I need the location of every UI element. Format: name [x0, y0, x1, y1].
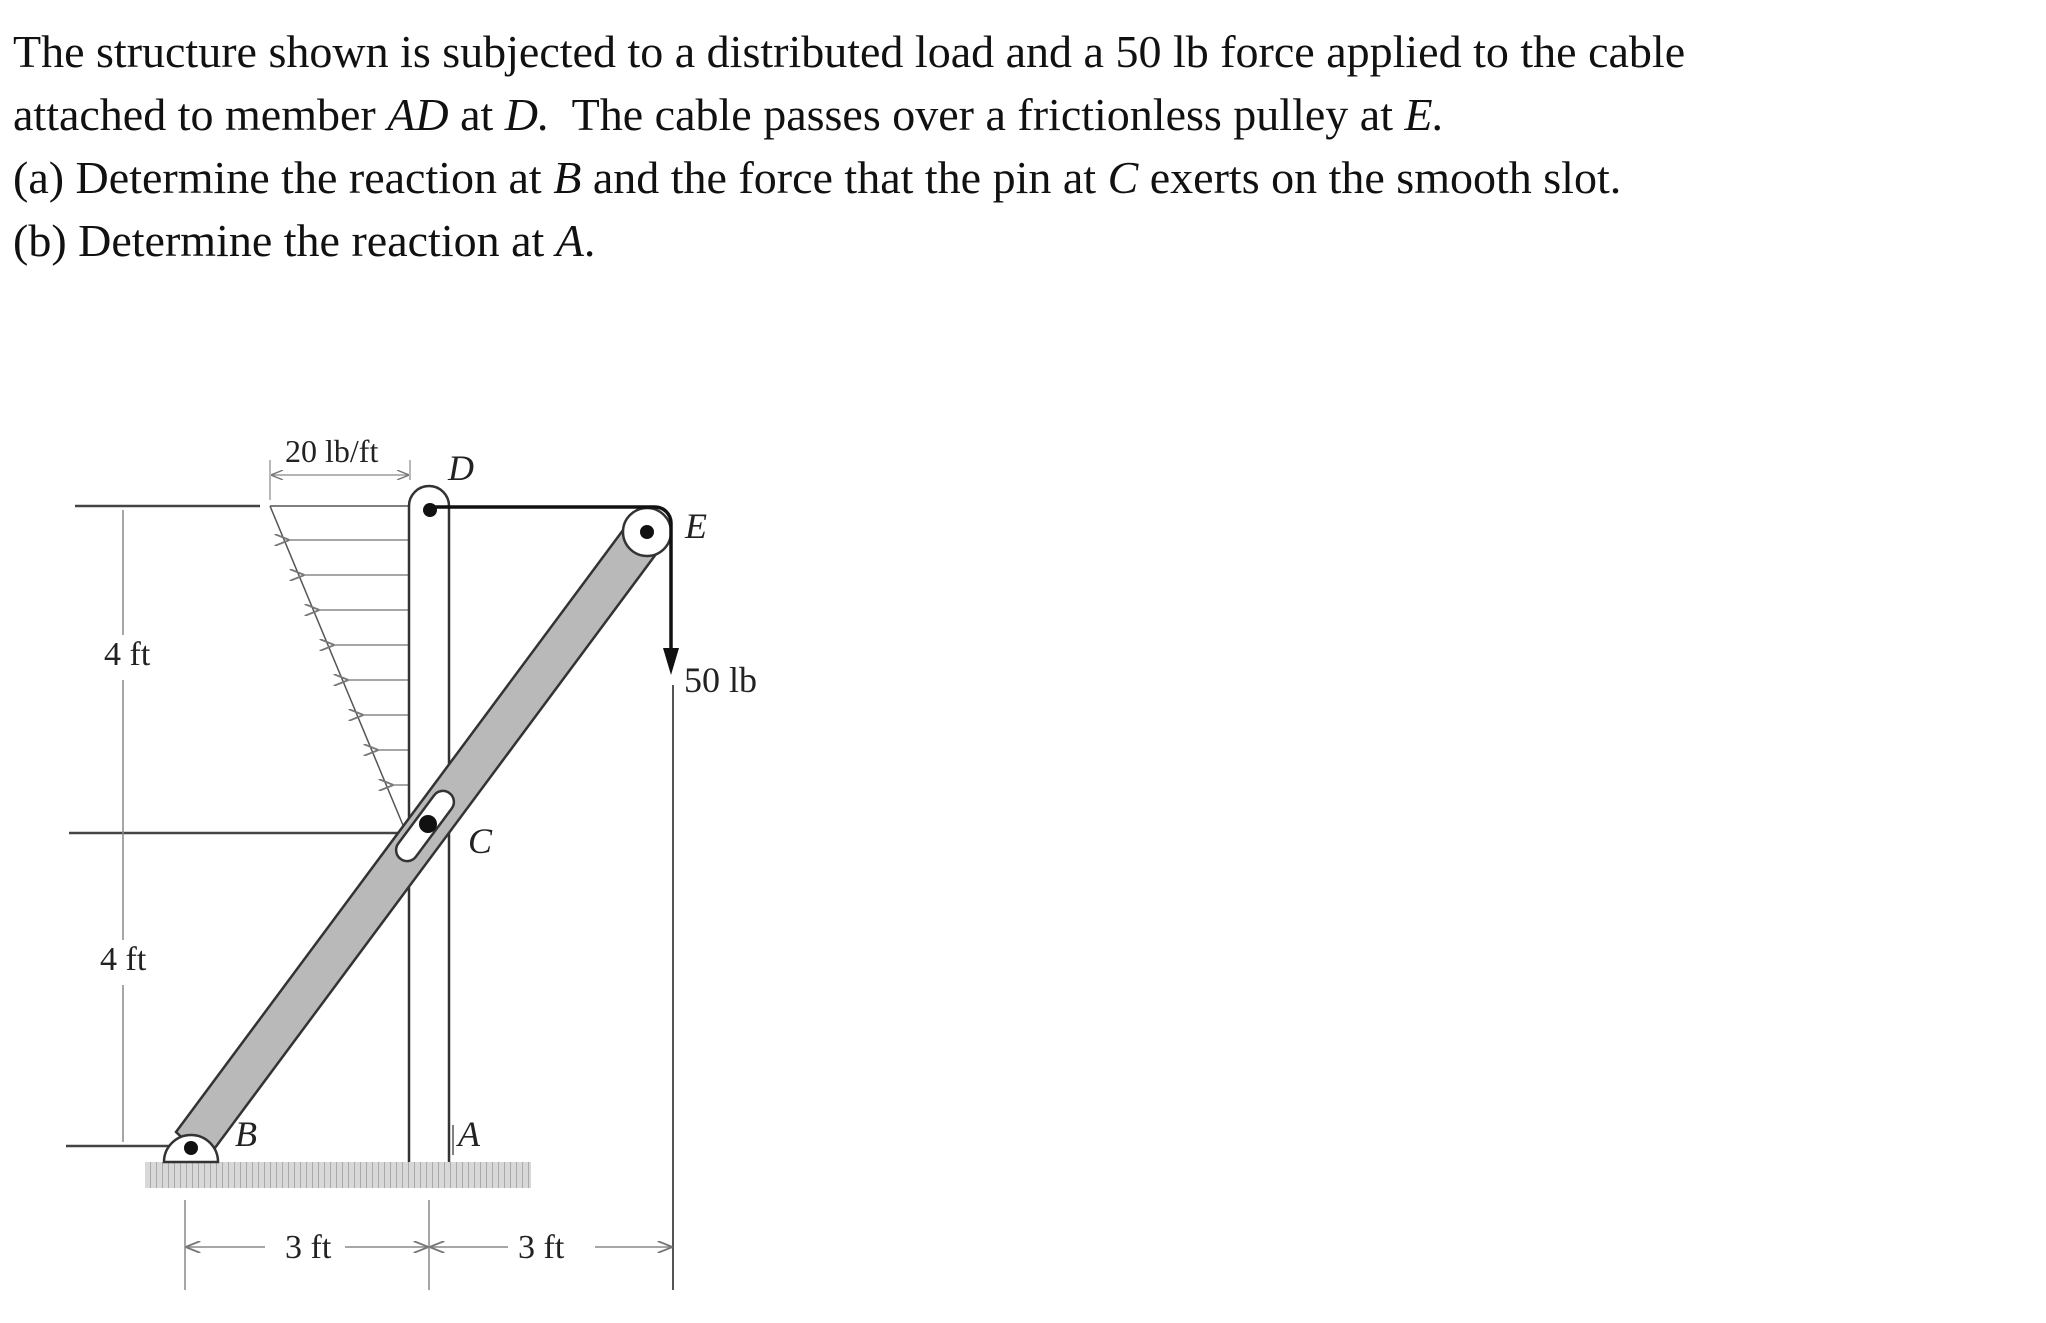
- point-d: D.: [504, 89, 550, 140]
- dim-left-label: 3 ft: [285, 1229, 332, 1266]
- text: (a) Determine the reaction at: [13, 152, 554, 203]
- reference-lines: [66, 506, 400, 1146]
- label-d: D: [448, 448, 474, 488]
- member-ad: AD: [387, 89, 449, 140]
- label-b: B: [235, 1114, 257, 1154]
- dim-right-label: 3 ft: [518, 1229, 565, 1266]
- label-a: A: [458, 1114, 480, 1154]
- point-e: E.: [1404, 89, 1445, 140]
- point-b: B: [553, 152, 582, 203]
- label-e: E: [685, 506, 707, 546]
- pin-c: [419, 815, 437, 833]
- force-label: 50 lb: [684, 660, 758, 700]
- text: .: [583, 215, 596, 266]
- text: The cable passes over a frictionless pulley at: [549, 89, 1405, 140]
- point-a: A: [555, 215, 584, 266]
- label-c: C: [468, 821, 493, 861]
- dim-upper-label: 4 ft: [104, 636, 151, 673]
- ground-support: [145, 1162, 531, 1188]
- load-intensity-label: 20 lb/ft: [285, 433, 379, 469]
- point-c: C: [1107, 152, 1139, 203]
- text: exerts on the smooth slot.: [1138, 152, 1622, 203]
- force-arrow-icon: [663, 648, 679, 675]
- distributed-load: [270, 460, 410, 830]
- text: The structure shown is subjected to a distributed load and a 50 lb force applied to the cable: [13, 26, 1686, 77]
- dim-lower-label: 4 ft: [100, 941, 147, 978]
- text: at: [448, 89, 505, 140]
- pulley-e: [623, 508, 671, 556]
- horizontal-dimension: [185, 1200, 671, 1290]
- text: (b) Determine the reaction at: [13, 215, 556, 266]
- text: attached to member: [13, 89, 388, 140]
- text: and the force that the pin at: [581, 152, 1108, 203]
